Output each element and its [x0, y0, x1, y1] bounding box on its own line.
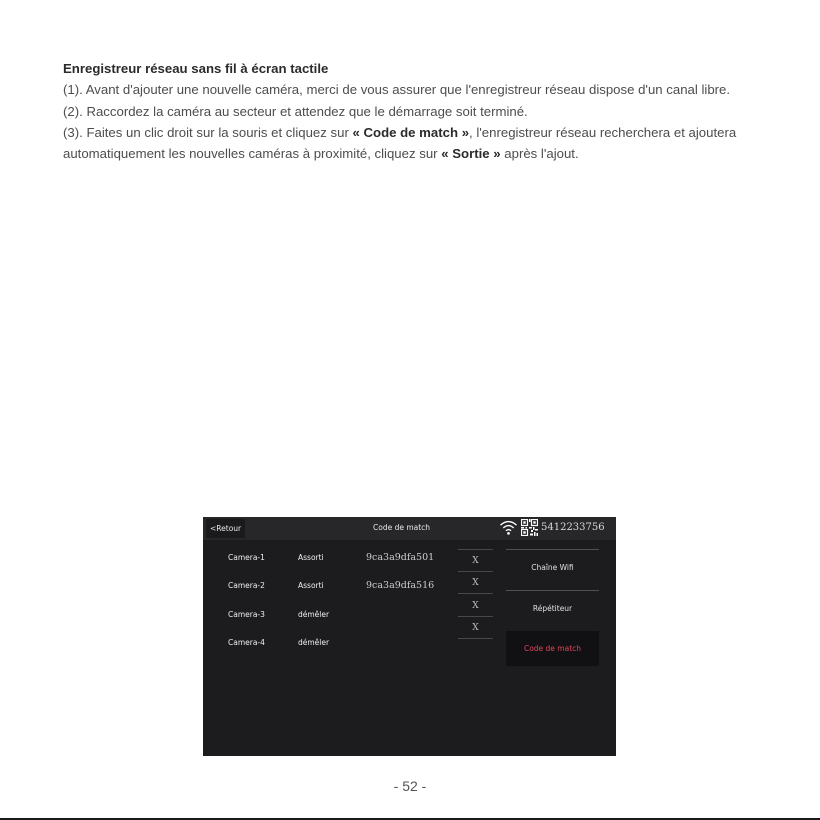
- top-bar: [203, 517, 616, 540]
- camera-status: démêler: [298, 610, 330, 619]
- camera-name: Camera-1: [228, 553, 265, 562]
- camera-code: 9ca3a9dfa501: [366, 552, 435, 563]
- camera-name: Camera-3: [228, 610, 265, 619]
- camera-status: démêler: [298, 638, 330, 647]
- delete-camera-button[interactable]: X: [458, 617, 493, 639]
- step-2: (2). Raccordez la caméra au secteur et attendez que le démarrage soit terminé.: [63, 103, 528, 119]
- camera-name: Camera-2: [228, 581, 265, 590]
- step-3-text-a: (3). Faites un clic droit sur la souris et cliquez sur: [63, 124, 353, 140]
- nvr-screen: [203, 517, 616, 756]
- repeater-button[interactable]: Répétiteur: [506, 590, 599, 626]
- wifi-icon: [499, 519, 518, 536]
- match-code-button[interactable]: Code de match: [506, 631, 599, 666]
- camera-status: Assorti: [298, 581, 324, 590]
- camera-name: Camera-4: [228, 638, 265, 647]
- step-1: (1). Avant d'ajouter une nouvelle caméra, merci de vous assurer que l'enregistreur réseau dispose d'un canal libre.: [63, 82, 731, 98]
- instructions-block: [63, 58, 763, 164]
- step-3-match-code-ref: « Code de match »: [352, 124, 470, 140]
- step-3-text-c: après l'ajout.: [500, 146, 579, 162]
- section-heading: Enregistreur réseau sans fil à écran tactile: [63, 61, 329, 76]
- page-number: - 52 -: [393, 778, 427, 794]
- delete-camera-button[interactable]: X: [458, 549, 493, 572]
- delete-camera-button[interactable]: X: [458, 572, 493, 594]
- screen-title: Code de match: [373, 523, 431, 532]
- camera-status: Assorti: [298, 553, 324, 562]
- qr-code-icon[interactable]: [521, 519, 538, 536]
- back-button[interactable]: <Retour: [206, 519, 245, 538]
- step-3: [63, 122, 763, 165]
- delete-camera-button[interactable]: X: [458, 595, 493, 617]
- step-3-exit-ref: « Sortie »: [441, 146, 501, 162]
- device-id: 5412233756: [541, 522, 605, 533]
- wifi-channel-button[interactable]: Chaîne Wifi: [506, 549, 599, 585]
- camera-code: 9ca3a9dfa516: [366, 580, 435, 591]
- step-3-text-b: , l'enregistreur réseau recherchera et ajoutera automatiquement les nouvelles caméras à proximité, cliquez sur: [63, 124, 737, 162]
